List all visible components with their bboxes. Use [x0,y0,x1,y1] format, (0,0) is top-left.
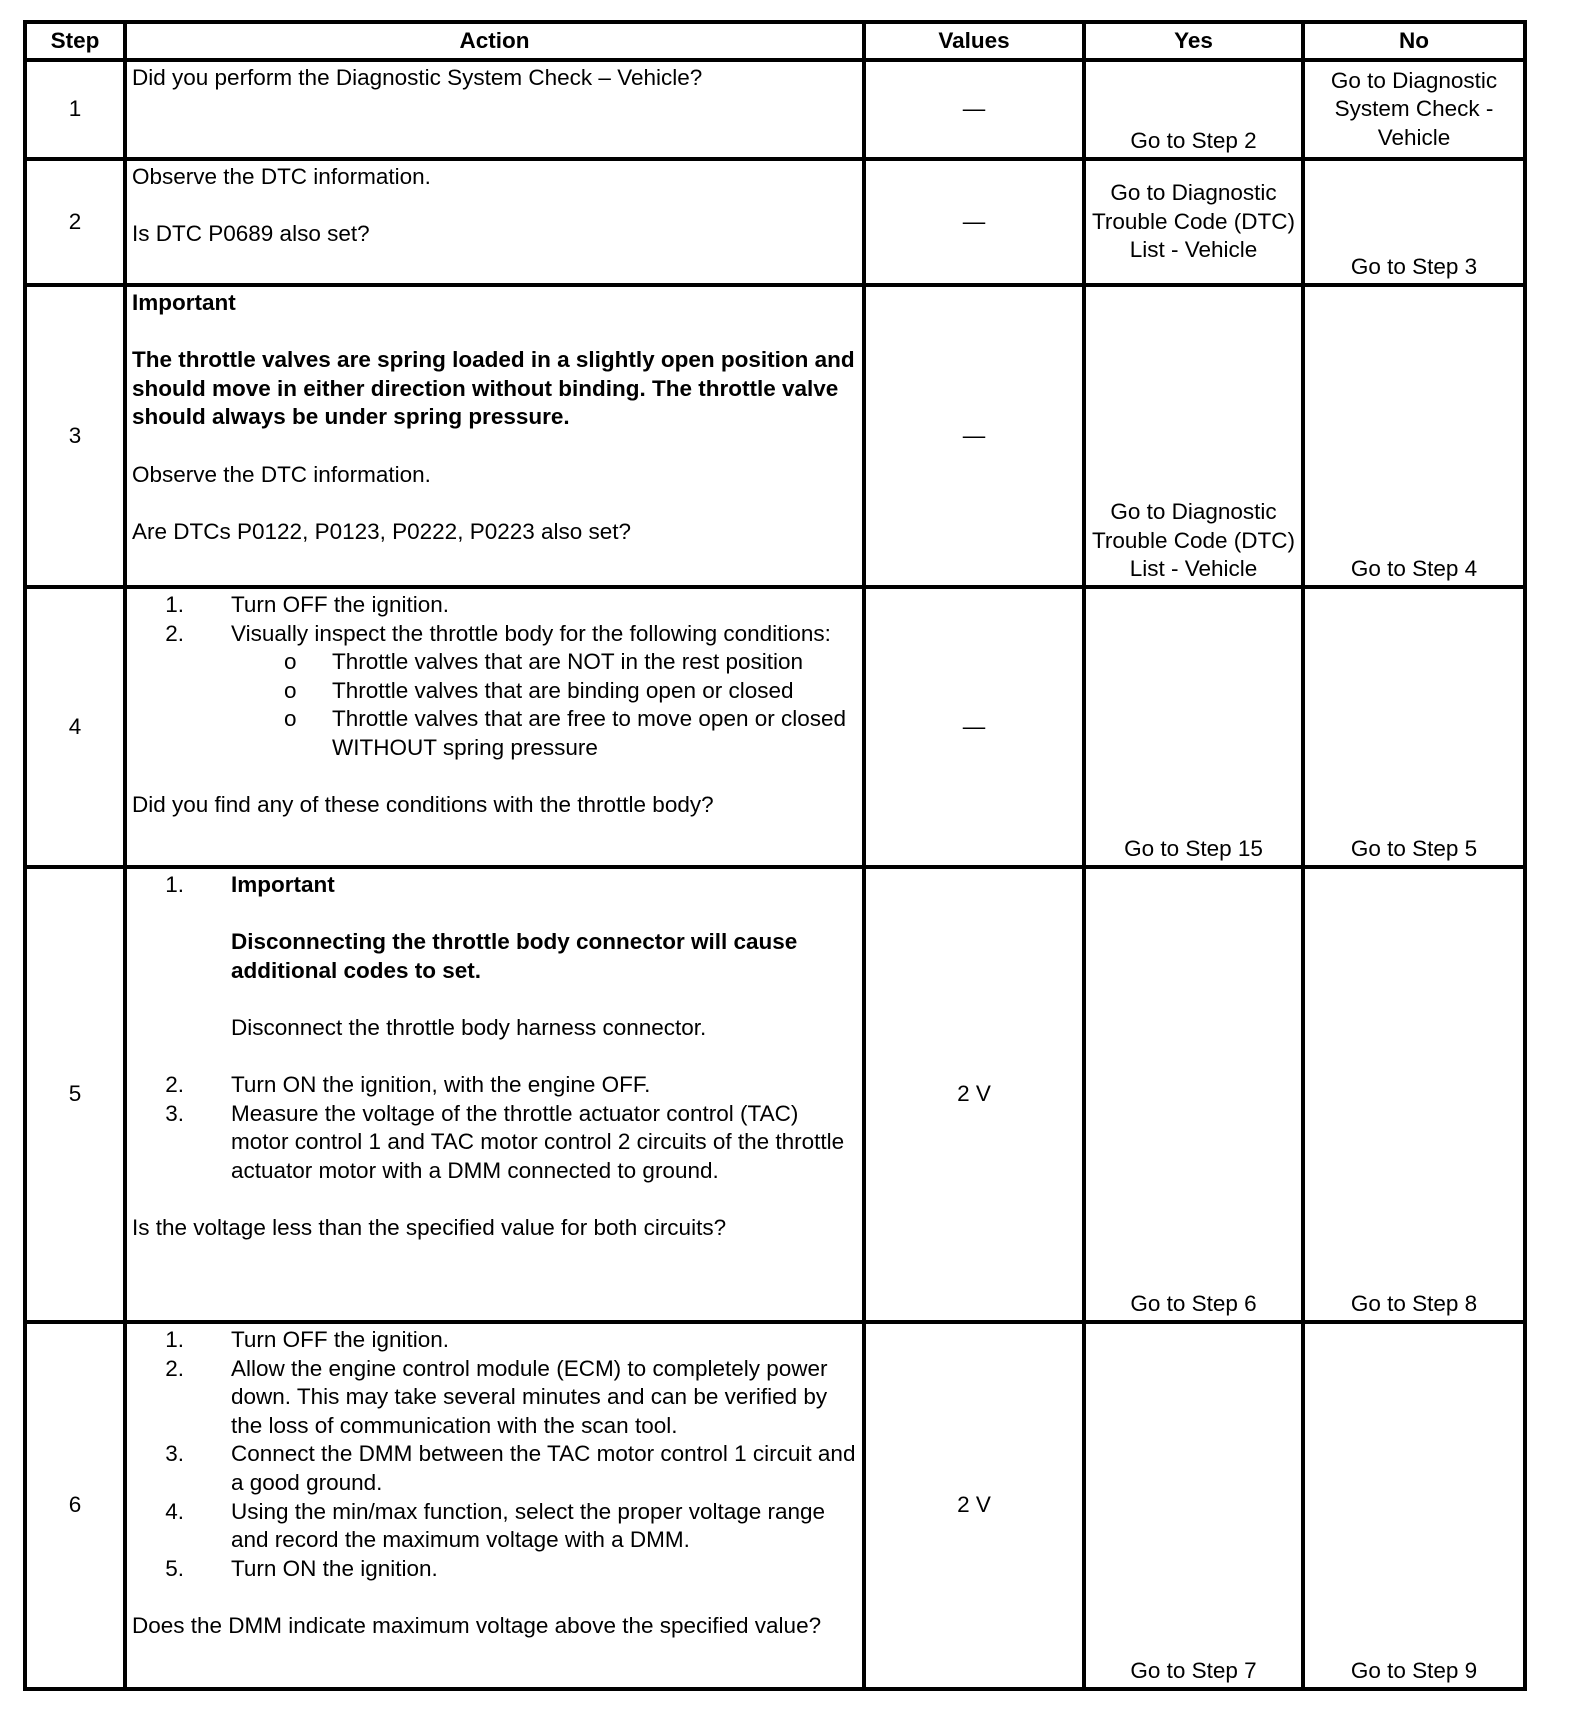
value-cell: — [864,587,1084,867]
item-text: Turn ON the ignition. [231,1555,438,1581]
bullet-item [132,705,857,762]
question: Are DTCs P0122, P0123, P0222, P0223 also set? [132,518,632,544]
important-note: The throttle valves are spring loaded in a slightly open position and should move in either direction without binding. The throttle valve should always be under spring pressure. [132,347,855,430]
sub-text: Disconnect the throttle body harness connector. [231,1014,707,1040]
list-item [132,620,857,649]
list-item [132,1498,857,1555]
yes-cell: Go to Diagnostic Trouble Code (DTC) List - Vehicle [1084,159,1303,285]
bullet-icon: o [284,677,297,703]
item-number: 4. [165,1498,184,1524]
list-item [132,1326,857,1355]
value-cell: — [864,285,1084,587]
table-row [25,159,1525,285]
table-row [25,587,1525,867]
yes-cell: Go to Step 6 [1084,867,1303,1322]
question: Did you find any of these conditions with the throttle body? [132,792,714,818]
item-number: 3. [165,1441,184,1467]
item-number: 1. [165,1327,184,1352]
step-number: 4 [25,587,125,867]
value-cell: 2 V [864,867,1084,1322]
bullet-text: Throttle valves that are NOT in the rest position [332,649,804,675]
yes-cell: Go to Step 15 [1084,587,1303,867]
header-action: Action [125,22,864,60]
yes-cell: Go to Step 7 [1084,1322,1303,1689]
list-item [132,591,857,620]
item-number: 1. [165,872,184,897]
no-cell: Go to Step 5 [1303,587,1525,867]
item-number: 2. [165,1072,184,1098]
important-label: Important [231,872,335,897]
no-cell: Go to Step 4 [1303,285,1525,587]
table-row [25,1322,1525,1689]
action-cell [125,1322,864,1689]
bullet-text: Throttle valves that are binding open or closed [332,677,794,703]
item-number: 5. [165,1555,184,1581]
table-row [25,60,1525,159]
item-text: Using the min/max function, select the proper voltage range and record the maximum voltage with a DMM. [231,1498,826,1553]
item-text: Measure the voltage of the throttle actuator control (TAC) motor control 1 and TAC motor control 2 circuits of the throttle actuator motor with a DMM connected to ground. [231,1100,845,1183]
item-text: Turn OFF the ignition. [231,592,450,617]
list-item [132,871,857,900]
important-label: Important [132,290,236,315]
header-no: No [1303,22,1525,60]
step-number: 3 [25,285,125,587]
bullet-item [132,648,857,677]
action-cell [125,159,864,285]
no-cell: Go to Step 3 [1303,159,1525,285]
action-cell [125,60,864,159]
yes-cell: Go to Step 2 [1084,60,1303,159]
action-cell [125,285,864,587]
value-cell: — [864,60,1084,159]
step-number: 2 [25,159,125,285]
value-cell: 2 V [864,1322,1084,1689]
item-text: Turn ON the ignition, with the engine OFF. [231,1072,651,1098]
bullet-icon: o [284,649,297,675]
list-item [132,1355,857,1441]
question: Is the voltage less than the specified value for both circuits? [132,1215,727,1241]
step-number: 5 [25,867,125,1322]
important-note: Disconnecting the throttle body connector will cause additional codes to set. [231,929,798,983]
list-item [132,1440,857,1497]
list-item [132,1555,857,1584]
header-row [25,22,1525,60]
item-number: 2. [165,1355,184,1381]
item-text: Connect the DMM between the TAC motor control 1 circuit and a good ground. [231,1441,856,1495]
bullet-icon: o [284,706,297,732]
no-cell: Go to Diagnostic System Check - Vehicle [1303,60,1525,159]
header-step: Step [25,22,125,60]
question: Is DTC P0689 also set? [132,221,370,247]
value-cell: — [864,159,1084,285]
step-number: 1 [25,60,125,159]
intro: Observe the DTC information. [132,461,431,487]
item-number: 3. [165,1100,184,1126]
table-row [25,285,1525,587]
item-text: Allow the engine control module (ECM) to completely power down. This may take several minutes and can be verified by the loss of communication with the scan tool. [231,1355,828,1438]
step-number: 6 [25,1322,125,1689]
bullet-text: Throttle valves that are free to move open or closed WITHOUT spring pressure [332,706,847,760]
no-cell: Go to Step 8 [1303,867,1525,1322]
header-yes: Yes [1084,22,1303,60]
question: Did you perform the Diagnostic System Check – Vehicle? [132,65,703,90]
list-item [132,1100,857,1186]
item-number: 1. [165,592,184,617]
no-cell: Go to Step 9 [1303,1322,1525,1689]
item-number: 2. [165,620,184,646]
action-cell [125,587,864,867]
diagnostic-table [23,20,1527,1691]
table-row [25,867,1525,1322]
yes-cell: Go to Diagnostic Trouble Code (DTC) List - Vehicle [1084,285,1303,587]
item-text: Visually inspect the throttle body for the following conditions: [231,620,831,646]
bullet-item [132,677,857,706]
list-item [132,1071,857,1100]
header-values: Values [864,22,1084,60]
action-cell [125,867,864,1322]
item-text: Turn OFF the ignition. [231,1327,450,1352]
question: Does the DMM indicate maximum voltage above the specified value? [132,1612,822,1638]
intro: Observe the DTC information. [132,164,431,189]
